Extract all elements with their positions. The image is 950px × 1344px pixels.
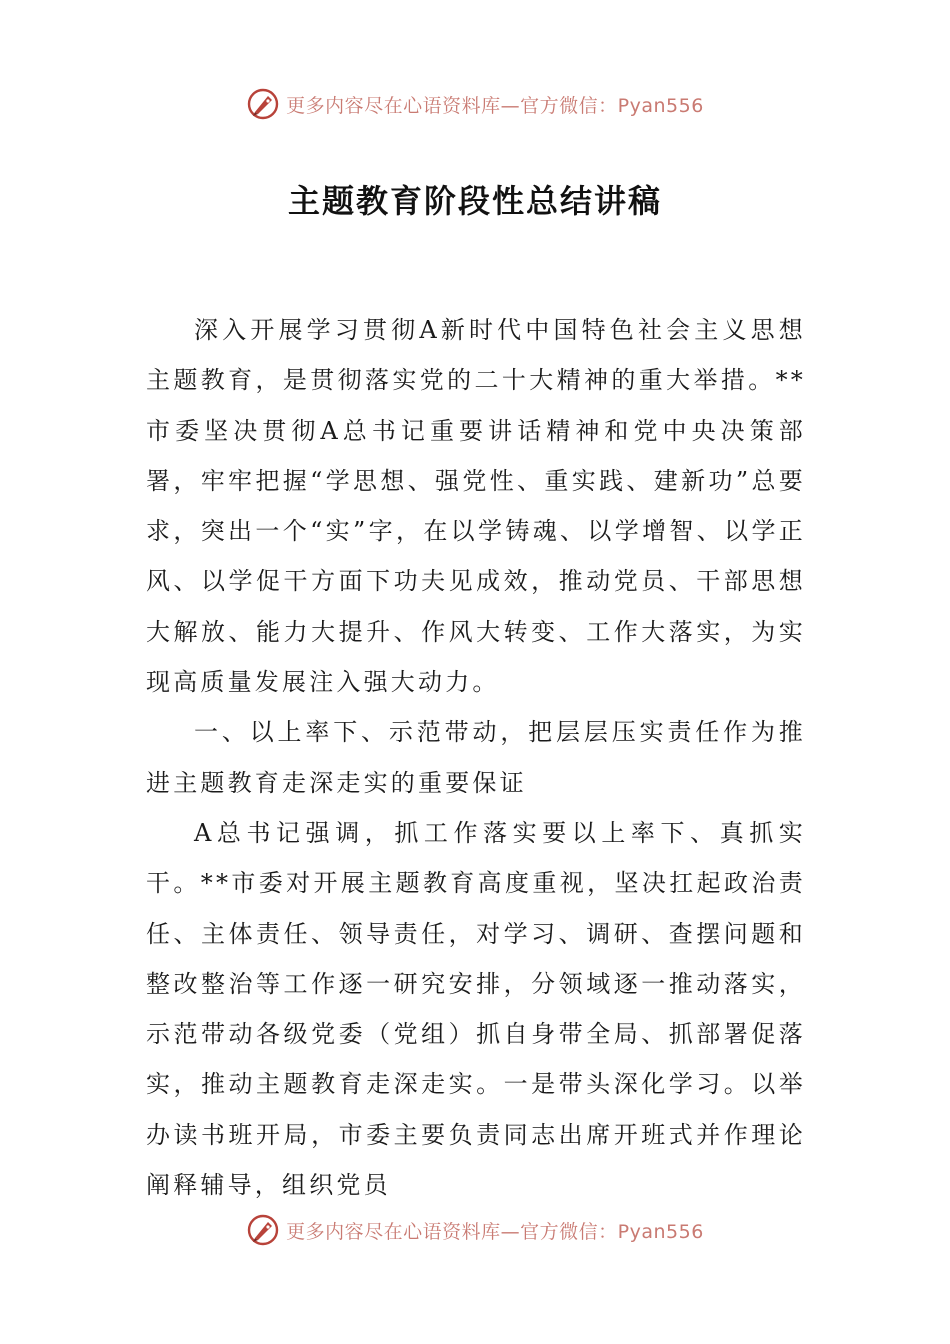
section-heading-1: 一、以上率下、示范带动，把层层压实责任作为推进主题教育走深走实的重要保证	[146, 718, 806, 797]
watermark-header	[0, 84, 950, 124]
watermark-footer	[0, 1210, 950, 1250]
document-body	[146, 305, 806, 1210]
watermark-text: 更多内容尽在心语资料库—官方微信：Pyan556	[286, 1220, 704, 1243]
document-title: 主题教育阶段性总结讲稿	[287, 182, 662, 220]
pen-nib-logo-icon	[246, 1213, 280, 1247]
pen-nib-logo-icon	[246, 87, 280, 121]
watermark-text: 更多内容尽在心语资料库—官方微信：Pyan556	[286, 94, 704, 117]
paragraph-intro: 深入开展学习贯彻A新时代中国特色社会主义思想主题教育，是贯彻落实党的二十大精神的重大举措。**市委坚决贯彻A总书记重要讲话精神和党中央决策部署，牢牢把握“学思想、强党性、重实践、建新功”总要求，突出一个“实”字，在以学铸魂、以学增智、以学正风、以学促干方面下功夫见成效，推动党员、干部思想大解放、能力大提升、作风大转变、工作大落实，为实现高质量发展注入强大动力。	[146, 316, 806, 697]
paragraph-section-1: A总书记强调，抓工作落实要以上率下、真抓实干。**市委对开展主题教育高度重视，坚决扛起政治责任、主体责任、领导责任，对学习、调研、查摆问题和整改整治等工作逐一研究安排，分领域逐一推动落实，示范带动各级党委（党组）抓自身带全局、抓部署促落实，推动主题教育走深走实。一是带头深化学习。以举办读书班开局，市委主要负责同志出席开班式并作理论阐释辅导，组织党员	[146, 818, 806, 1200]
